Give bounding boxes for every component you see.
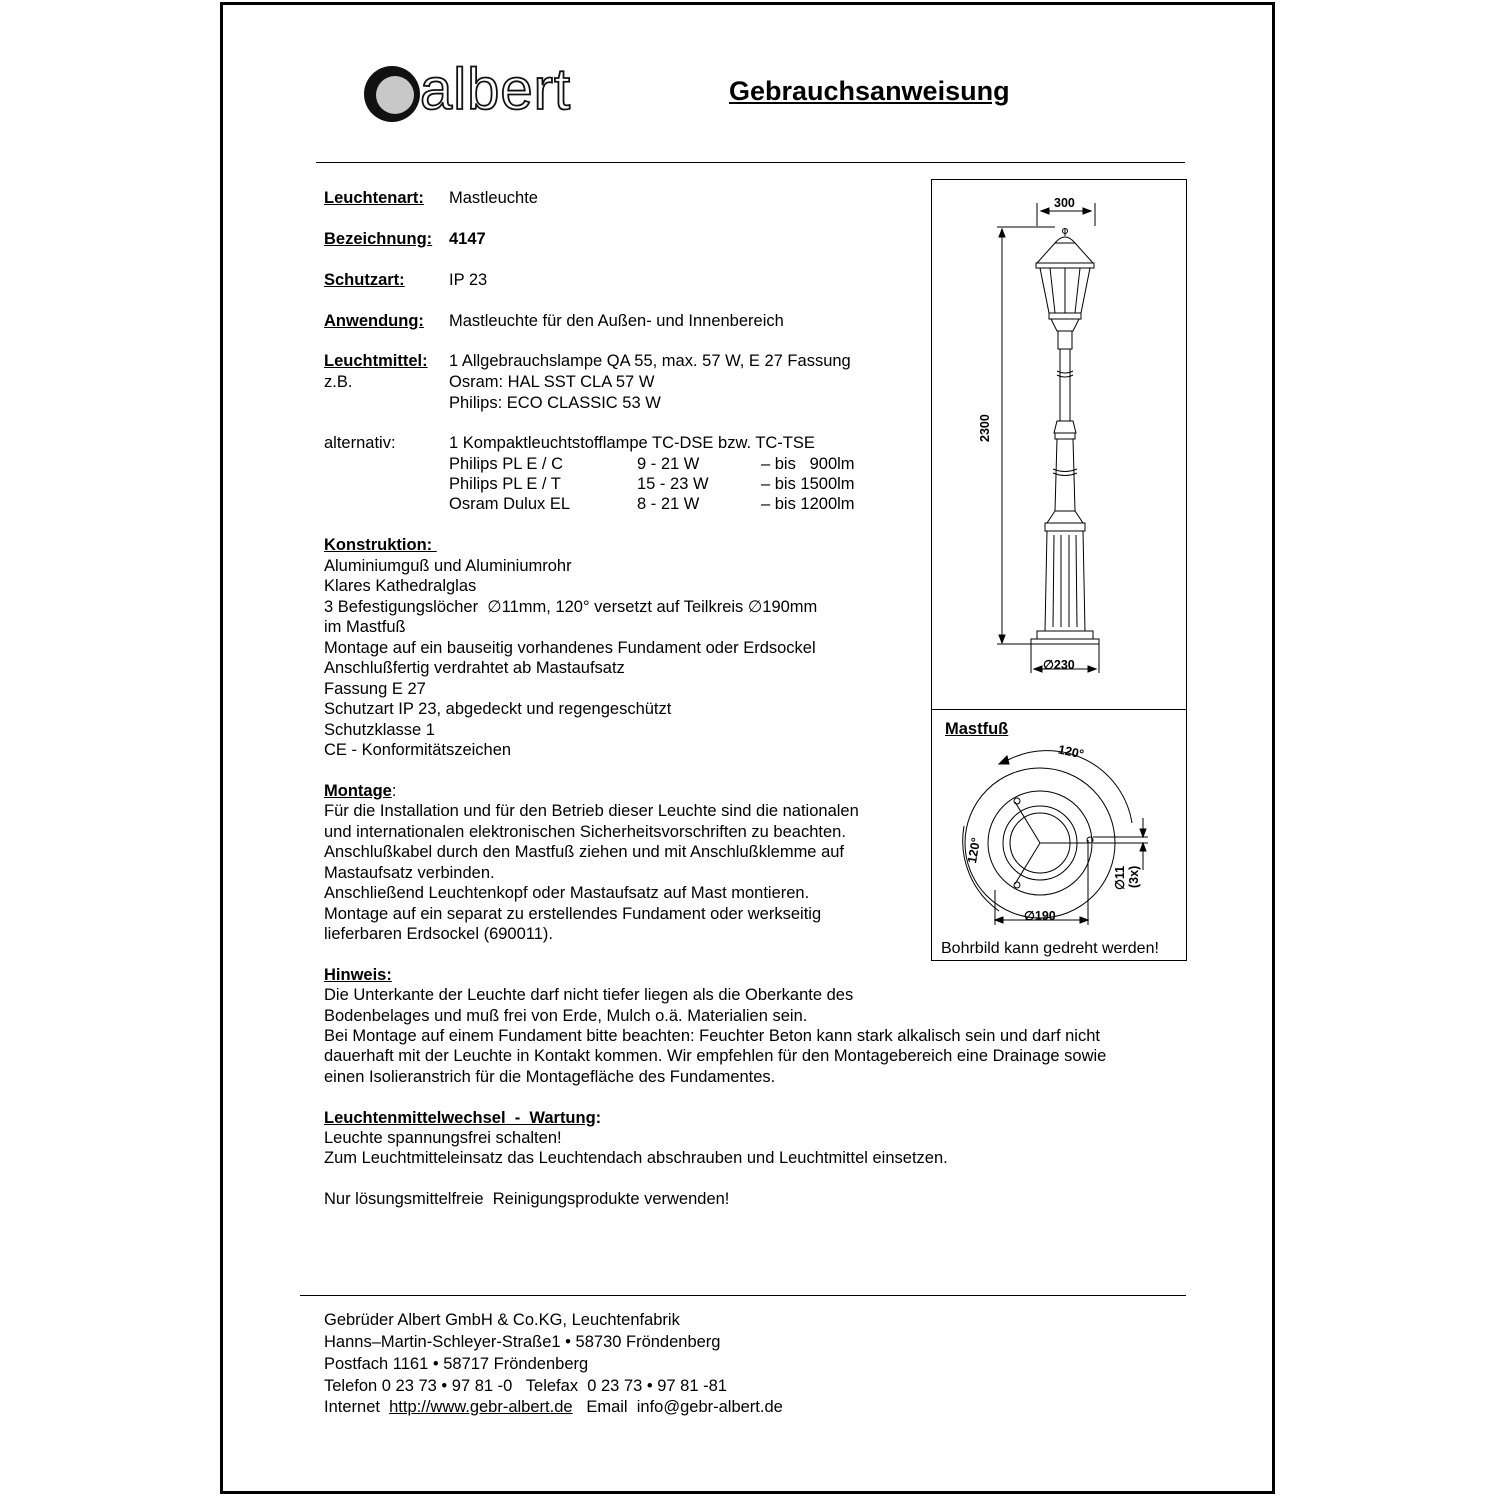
spec-value-bezeichnung: 4147 <box>449 230 486 248</box>
logo-circle-icon <box>362 64 424 126</box>
lamp-lumen: – bis 900lm <box>761 455 855 473</box>
hinweis-line: Bei Montage auf einem Fundament bitte beachten: Feuchter Beton kann stark alkalisch sein und darf nicht <box>324 1027 1100 1045</box>
hinweis-line: dauerhaft mit der Leuchte in Kontakt kommen. Wir empfehlen für den Montagebereich eine Drainage sowie <box>324 1047 1107 1065</box>
footer-internet <box>324 1397 783 1418</box>
montage-line: lieferbaren Erdsockel (690011). <box>324 925 553 943</box>
spec-label-bezeichnung: Bezeichnung: <box>324 230 433 248</box>
footer-company: Gebrüder Albert GmbH & Co.KG, Leuchtenfabrik <box>324 1311 680 1329</box>
lamp-watt: 8 - 21 W <box>637 495 700 513</box>
hinweis-line: Die Unterkante der Leuchte darf nicht tiefer liegen als die Oberkante des <box>324 986 854 1004</box>
footer-rule <box>300 1295 1186 1296</box>
spec-label-schutzart: Schutzart: <box>324 271 405 289</box>
drawing-caption: Bohrbild kann gedreht werden! <box>941 940 1159 957</box>
leuchtmittel-line: Osram: HAL SST CLA 57 W <box>449 373 655 391</box>
footer-phone: Telefon 0 23 73 • 97 81 -0 Telefax 0 23 73 • 97 81 -81 <box>324 1377 727 1395</box>
page-title: Gebrauchsanweisung <box>729 76 1010 106</box>
website-link[interactable]: http://www.gebr-albert.de <box>389 1398 573 1416</box>
alternativ-label: alternativ: <box>324 434 396 452</box>
montage-line: Für die Installation und für den Betrieb dieser Leuchte sind die nationalen <box>324 802 859 820</box>
montage-line: Anschließend Leuchtenkopf oder Mastaufsatz auf Mast montieren. <box>324 884 810 902</box>
lamp-watt: 15 - 23 W <box>637 475 709 493</box>
internet-label: Internet <box>324 1398 390 1416</box>
hole-diameter-label: ∅11 <box>1113 865 1127 890</box>
hole-count-label: (3x) <box>1127 865 1141 888</box>
montage-line: Anschlußkabel durch den Mastfuß ziehen und mit Anschlußklemme auf <box>324 843 845 861</box>
wartung-line: Zum Leuchtmitteleinsatz das Leuchtendach abschrauben und Leuchtmittel einsetzen. <box>324 1149 948 1167</box>
drawing-divider <box>931 709 1187 710</box>
header-rule <box>316 162 1185 163</box>
lamp-lumen: – bis 1200lm <box>761 495 855 513</box>
lamp-lumen: – bis 1500lm <box>761 475 855 493</box>
konstruktion-line: Klares Kathedralglas <box>324 577 477 595</box>
lamp-watt: 9 - 21 W <box>637 455 700 473</box>
wartung-note: Nur lösungsmittelfreie Reinigungsprodukte verwenden! <box>324 1190 730 1208</box>
spec-value-anwendung: Mastleuchte für den Außen- und Innenbereich <box>449 312 784 330</box>
dimension-height-label: 2300 <box>978 414 992 442</box>
dimension-width-label: 300 <box>1054 196 1075 210</box>
angle-top-label: 120° <box>1056 742 1086 762</box>
zb-label: z.B. <box>324 373 353 391</box>
konstruktion-heading: Konstruktion: <box>324 536 437 554</box>
leuchtmittel-line: 1 Allgebrauchslampe QA 55, max. 57 W, E 27 Fassung <box>449 352 851 370</box>
wartung-line: Leuchte spannungsfrei schalten! <box>324 1129 562 1147</box>
lamp-name: Osram Dulux EL <box>449 495 571 513</box>
footer-email: Email info@gebr-albert.de <box>572 1398 783 1416</box>
dimension-base-label: ∅230 <box>1043 658 1075 672</box>
konstruktion-line: Montage auf ein bauseitig vorhandenes Fundament oder Erdsockel <box>324 639 816 657</box>
footer-address: Hanns–Martin-Schleyer-Straße1 • 58730 Fröndenberg <box>324 1333 721 1351</box>
mastfuss-heading: Mastfuß <box>945 720 1009 738</box>
hinweis-heading: Hinweis: <box>324 966 392 984</box>
lamp-name: Philips PL E / C <box>449 455 564 473</box>
spec-label-leuchtenart: Leuchtenart: <box>324 189 424 207</box>
leuchtmittel-line: Philips: ECO CLASSIC 53 W <box>449 394 661 412</box>
leuchtmittel-label: Leuchtmittel: <box>324 352 428 370</box>
konstruktion-line: 3 Befestigungslöcher ∅11mm, 120° versetzt auf Teilkreis ∅190mm <box>324 598 818 616</box>
montage-line: Mastaufsatz verbinden. <box>324 864 495 882</box>
konstruktion-line: im Mastfuß <box>324 618 406 636</box>
angle-left-label: 120° <box>965 836 984 865</box>
konstruktion-line: Schutzart IP 23, abgedeckt und regengeschützt <box>324 700 672 718</box>
company-logo <box>362 57 602 126</box>
alternativ-intro: 1 Kompaktleuchtstofflampe TC-DSE bzw. TC-TSE <box>449 434 815 452</box>
konstruktion-line: Aluminiumguß und Aluminiumrohr <box>324 557 572 575</box>
montage-line: Montage auf ein separat zu erstellendes Fundament oder werkseitig <box>324 905 822 923</box>
hinweis-line: einen Isolieranstrich für die Montagefläche des Fundamentes. <box>324 1068 776 1086</box>
montage-heading: Montage: <box>324 782 397 800</box>
spec-value-leuchtenart: Mastleuchte <box>449 189 538 207</box>
konstruktion-line: Schutzklasse 1 <box>324 721 435 739</box>
lamp-name: Philips PL E / T <box>449 475 561 493</box>
konstruktion-line: Fassung E 27 <box>324 680 426 698</box>
hinweis-line: Bodenbelages und muß frei von Erde, Mulch o.ä. Materialien sein. <box>324 1007 808 1025</box>
montage-line: und internationalen elektronischen Sicherheitsvorschriften zu beachten. <box>324 823 846 841</box>
footer-postfach: Postfach 1161 • 58717 Fröndenberg <box>324 1355 589 1373</box>
spec-value-schutzart: IP 23 <box>449 271 488 289</box>
lamp-post-drawing <box>933 181 1185 708</box>
wartung-heading: Leuchtenmittelwechsel - Wartung: <box>324 1109 602 1127</box>
circle-diameter-label: ∅190 <box>1024 909 1056 923</box>
logo-wordmark: albert <box>420 57 572 122</box>
spec-label-anwendung: Anwendung: <box>324 312 424 330</box>
konstruktion-line: CE - Konformitätszeichen <box>324 741 512 759</box>
konstruktion-line: Anschlußfertig verdrahtet ab Mastaufsatz <box>324 659 625 677</box>
